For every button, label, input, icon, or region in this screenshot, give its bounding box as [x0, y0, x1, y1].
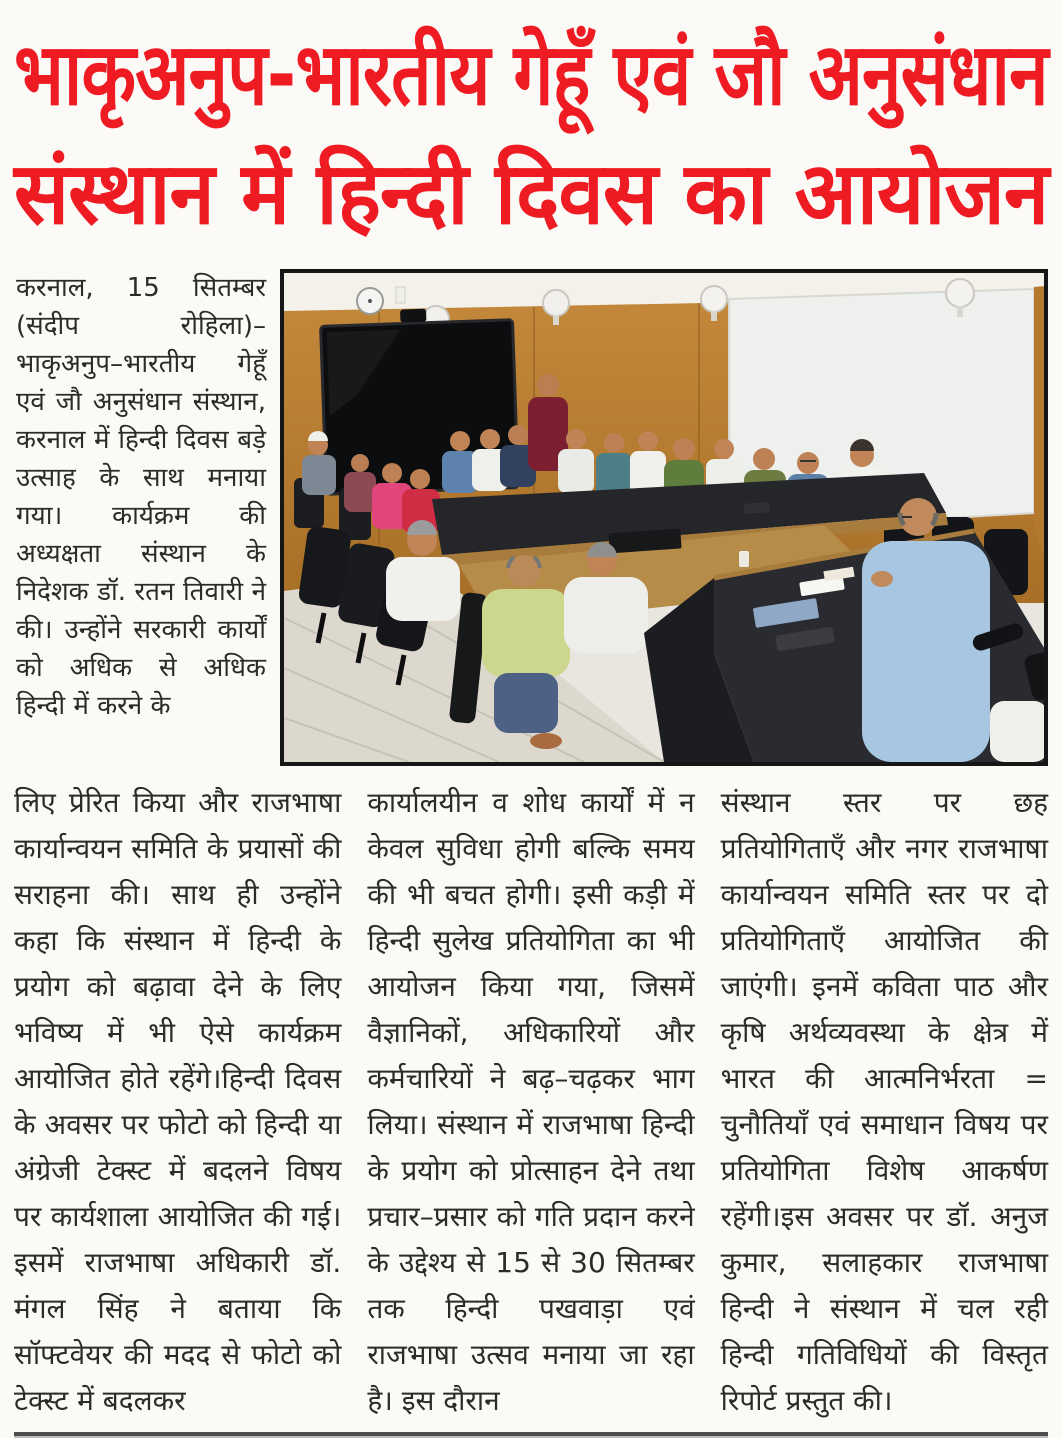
column-3-paragraph: संस्थान स्तर पर छह प्रतियोगिताएँ और नगर राजभाषा कार्यान्वयन समिति स्तर पर दो प्रतियोगिताएँ आयोजित की जाएंगी। इनमें कविता पाठ और कृषि अर्थव्यवस्था के क्षेत्र में भारत की आत्मनिर्भरता = चुनौतियाँ एवं समाधान विषय पर प्रतियोगिता विशेष आकर्षण रहेंगी।इस अवसर पर डॉ. अनुज कुमार, सलाहकार राजभाषा हिन्दी ने संस्थान में चल रही हिन्दी गतिविधियों की विस्तृत रिपोर्ट प्रस्तुत की। [720, 786, 1048, 1418]
headline-line-1: भाकृअनुप-भारतीय गेहूँ एवं जौ अनुसंधान [14, 25, 1048, 125]
bottom-rule [14, 1432, 1048, 1438]
clasped-hands [871, 571, 893, 587]
wall-clock [357, 288, 383, 314]
water-glass [739, 551, 749, 567]
intro-paragraph: करनाल, 15 सितम्बर (संदीप रोहिला)– भाकृअनुप–भारतीय गेहूँ एवं जौ अनुसंधान संस्थान, करनाल में हिन्दी दिवस बड़े उत्साह के साथ मनाया गया। कार्यक्रम की अध्यक्षता संस्थान के निदेशक डॉ. रतन तिवारी ने की। उन्होंने सरकारी कार्यों को अधिक से अधिक हिन्दी में करने के [16, 273, 266, 722]
bottom-columns [14, 780, 1048, 1424]
column-2-paragraph: कार्यालयीन व शोध कार्यों में न केवल सुविधा होगी बल्कि समय की भी बचत होगी। इसी कड़ी में हिन्दी सुलेख प्रतियोगिता का भी आयोजन किया गया, जिसमें वैज्ञानिकों, अधिकारियों और कर्मचारियों ने बढ़–चढ़कर भाग लिया। संस्थान में राजभाषा हिन्दी के प्रयोग को प्रोत्साहन देने तथा प्रचार–प्रसार को गति प्रदान करने के उद्देश्य से 15 से 30 सितम्बर तक हिन्दी पखवाड़ा एवं राजभाषा उत्सव मनाया जा रहा है। इस दौरान [367, 786, 695, 1418]
conference-phone [744, 503, 770, 514]
headline-line-2: संस्थान में हिन्दी दिवस का आयोजन [14, 143, 1049, 244]
meeting-photo-illustration [284, 273, 1048, 762]
white-chair [990, 701, 1048, 762]
headline [14, 16, 1048, 253]
video-camera [400, 309, 426, 323]
top-row [14, 269, 1048, 766]
wall-switch [396, 287, 405, 303]
column-1-paragraph: लिए प्रेरित किया और राजभाषा कार्यान्वयन समिति के प्रयासों की सराहना की। साथ ही उन्होंने कहा कि संस्थान में हिन्दी के प्रयोग को बढ़ावा देने के लिए भविष्य में भी ऐसे कार्यक्रम आयोजित होते रहेंगे।हिन्दी दिवस के अवसर पर फोटो को हिन्दी या अंग्रेजी टेक्स्ट में बदलने विषय पर कार्यशाला आयोजित की गई। इसमें राजभाषा अधिकारी डॉ. मंगल सिंह ने बताया कि सॉफ्टवेयर की मदद से फोटो को टेक्स्ट में बदलकर [14, 786, 342, 1418]
meeting-photo [280, 269, 1048, 766]
